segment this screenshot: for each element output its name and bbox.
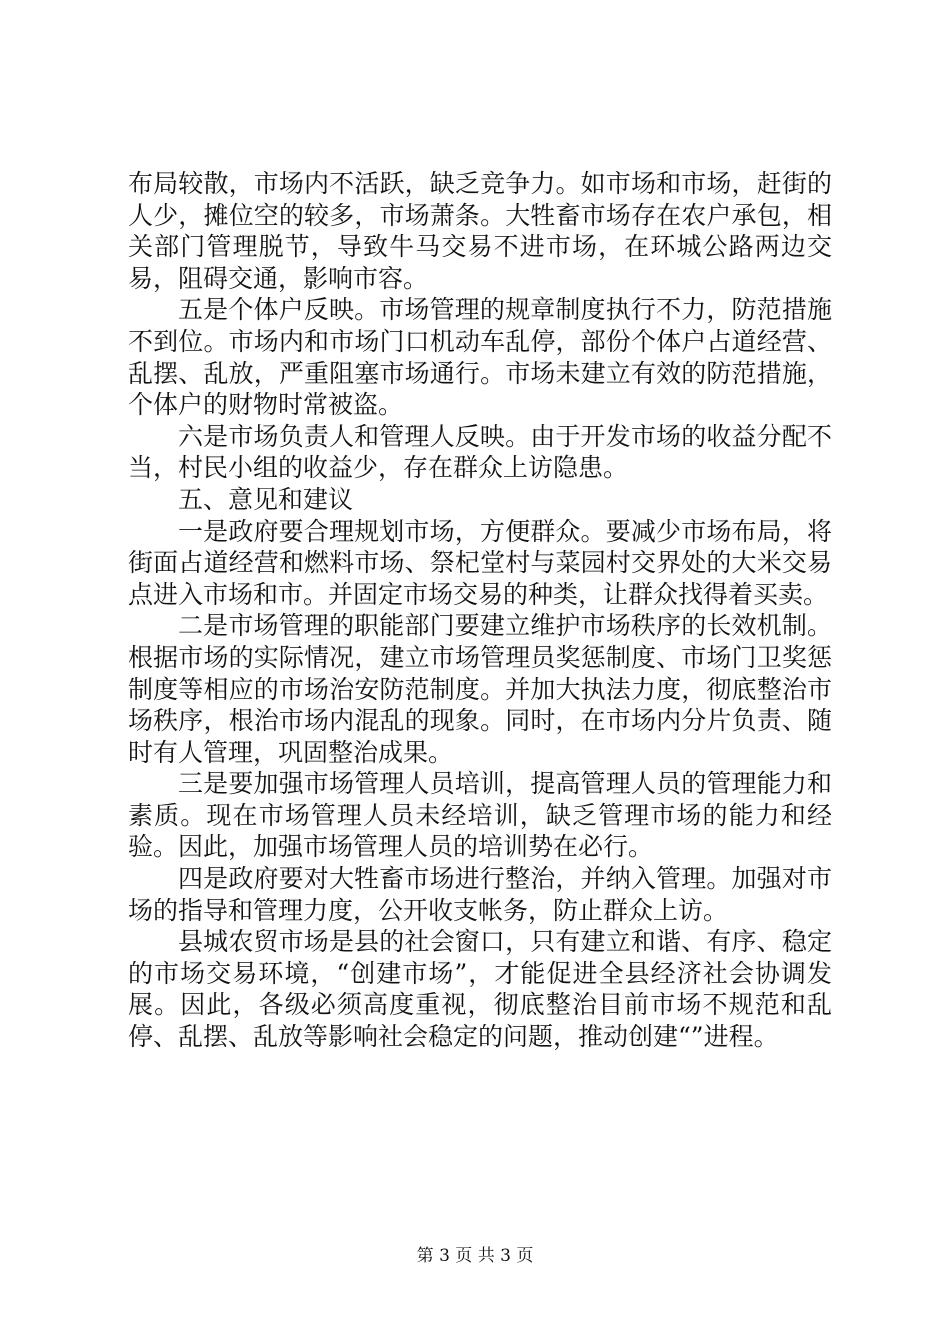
paragraph-4: 一是政府要合理规划市场，方便群众。要减少市场布局，将街面占道经营和燃料市场、祭杞堂村与菜园村交界处的大米交易点进入市场和市。并固定市场交易的种类，让群众找得着买卖。 [128,516,832,609]
paragraph-6: 三是要加强市场管理人员培训，提高管理人员的管理能力和素质。现在市场管理人员未经培训，缺乏管理市场的能力和经验。因此，加强市场管理人员的培训势在必行。 [128,769,832,862]
paragraph-2: 五是个体户反映。市场管理的规章制度执行不力，防范措施不到位。市场内和市场门口机动车乱停，部份个体户占道经营、乱摆、乱放，严重阻塞市场通行。市场未建立有效的防范措施，个体户的财物时常被盗。 [128,295,832,420]
paragraph-8: 县城农贸市场是县的社会窗口，只有建立和谐、有序、稳定的市场交易环境，“创建市场”，才能促进全县经济社会协调发展。因此，各级必须高度重视，彻底整治目前市场不规范和乱停、乱摆、乱放等影响社会稳定的问题，推动创建“”进程。 [128,927,832,1052]
section-heading: 五、意见和建议 [178,484,354,514]
page-number-footer: 第 3 页 共 3 页 [416,1246,534,1266]
paragraph-3: 六是市场负责人和管理人反映。由于开发市场的收益分配不当，村民小组的收益少，存在群众上访隐患。 [128,421,832,483]
paragraph-7: 四是政府要对大牲畜市场进行整治，并纳入管理。加强对市场的指导和管理力度，公开收支帐务，防止群众上访。 [128,864,832,925]
paragraph-1: 布局较散，市场内不活跃，缺乏竞争力。如市场和市场，赶街的人少，摊位空的较多，市场萧条。大牲畜市场存在农户承包，相关部门管理脱节，导致牛马交易不进市场，在环城公路两边交易，阻碍交通，影响市容。 [128,169,832,293]
paragraph-5: 二是市场管理的职能部门要建立维护市场秩序的长效机制。根据市场的实际情况，建立市场管理员奖惩制度、市场门卫奖惩制度等相应的市场治安防范制度。并加大执法力度，彻底整治市场秩序，根治市场内混乱的现象。同时，在市场内分片负责、随时有人管理，巩固整治成果。 [128,611,832,767]
document-body [128,168,832,1053]
